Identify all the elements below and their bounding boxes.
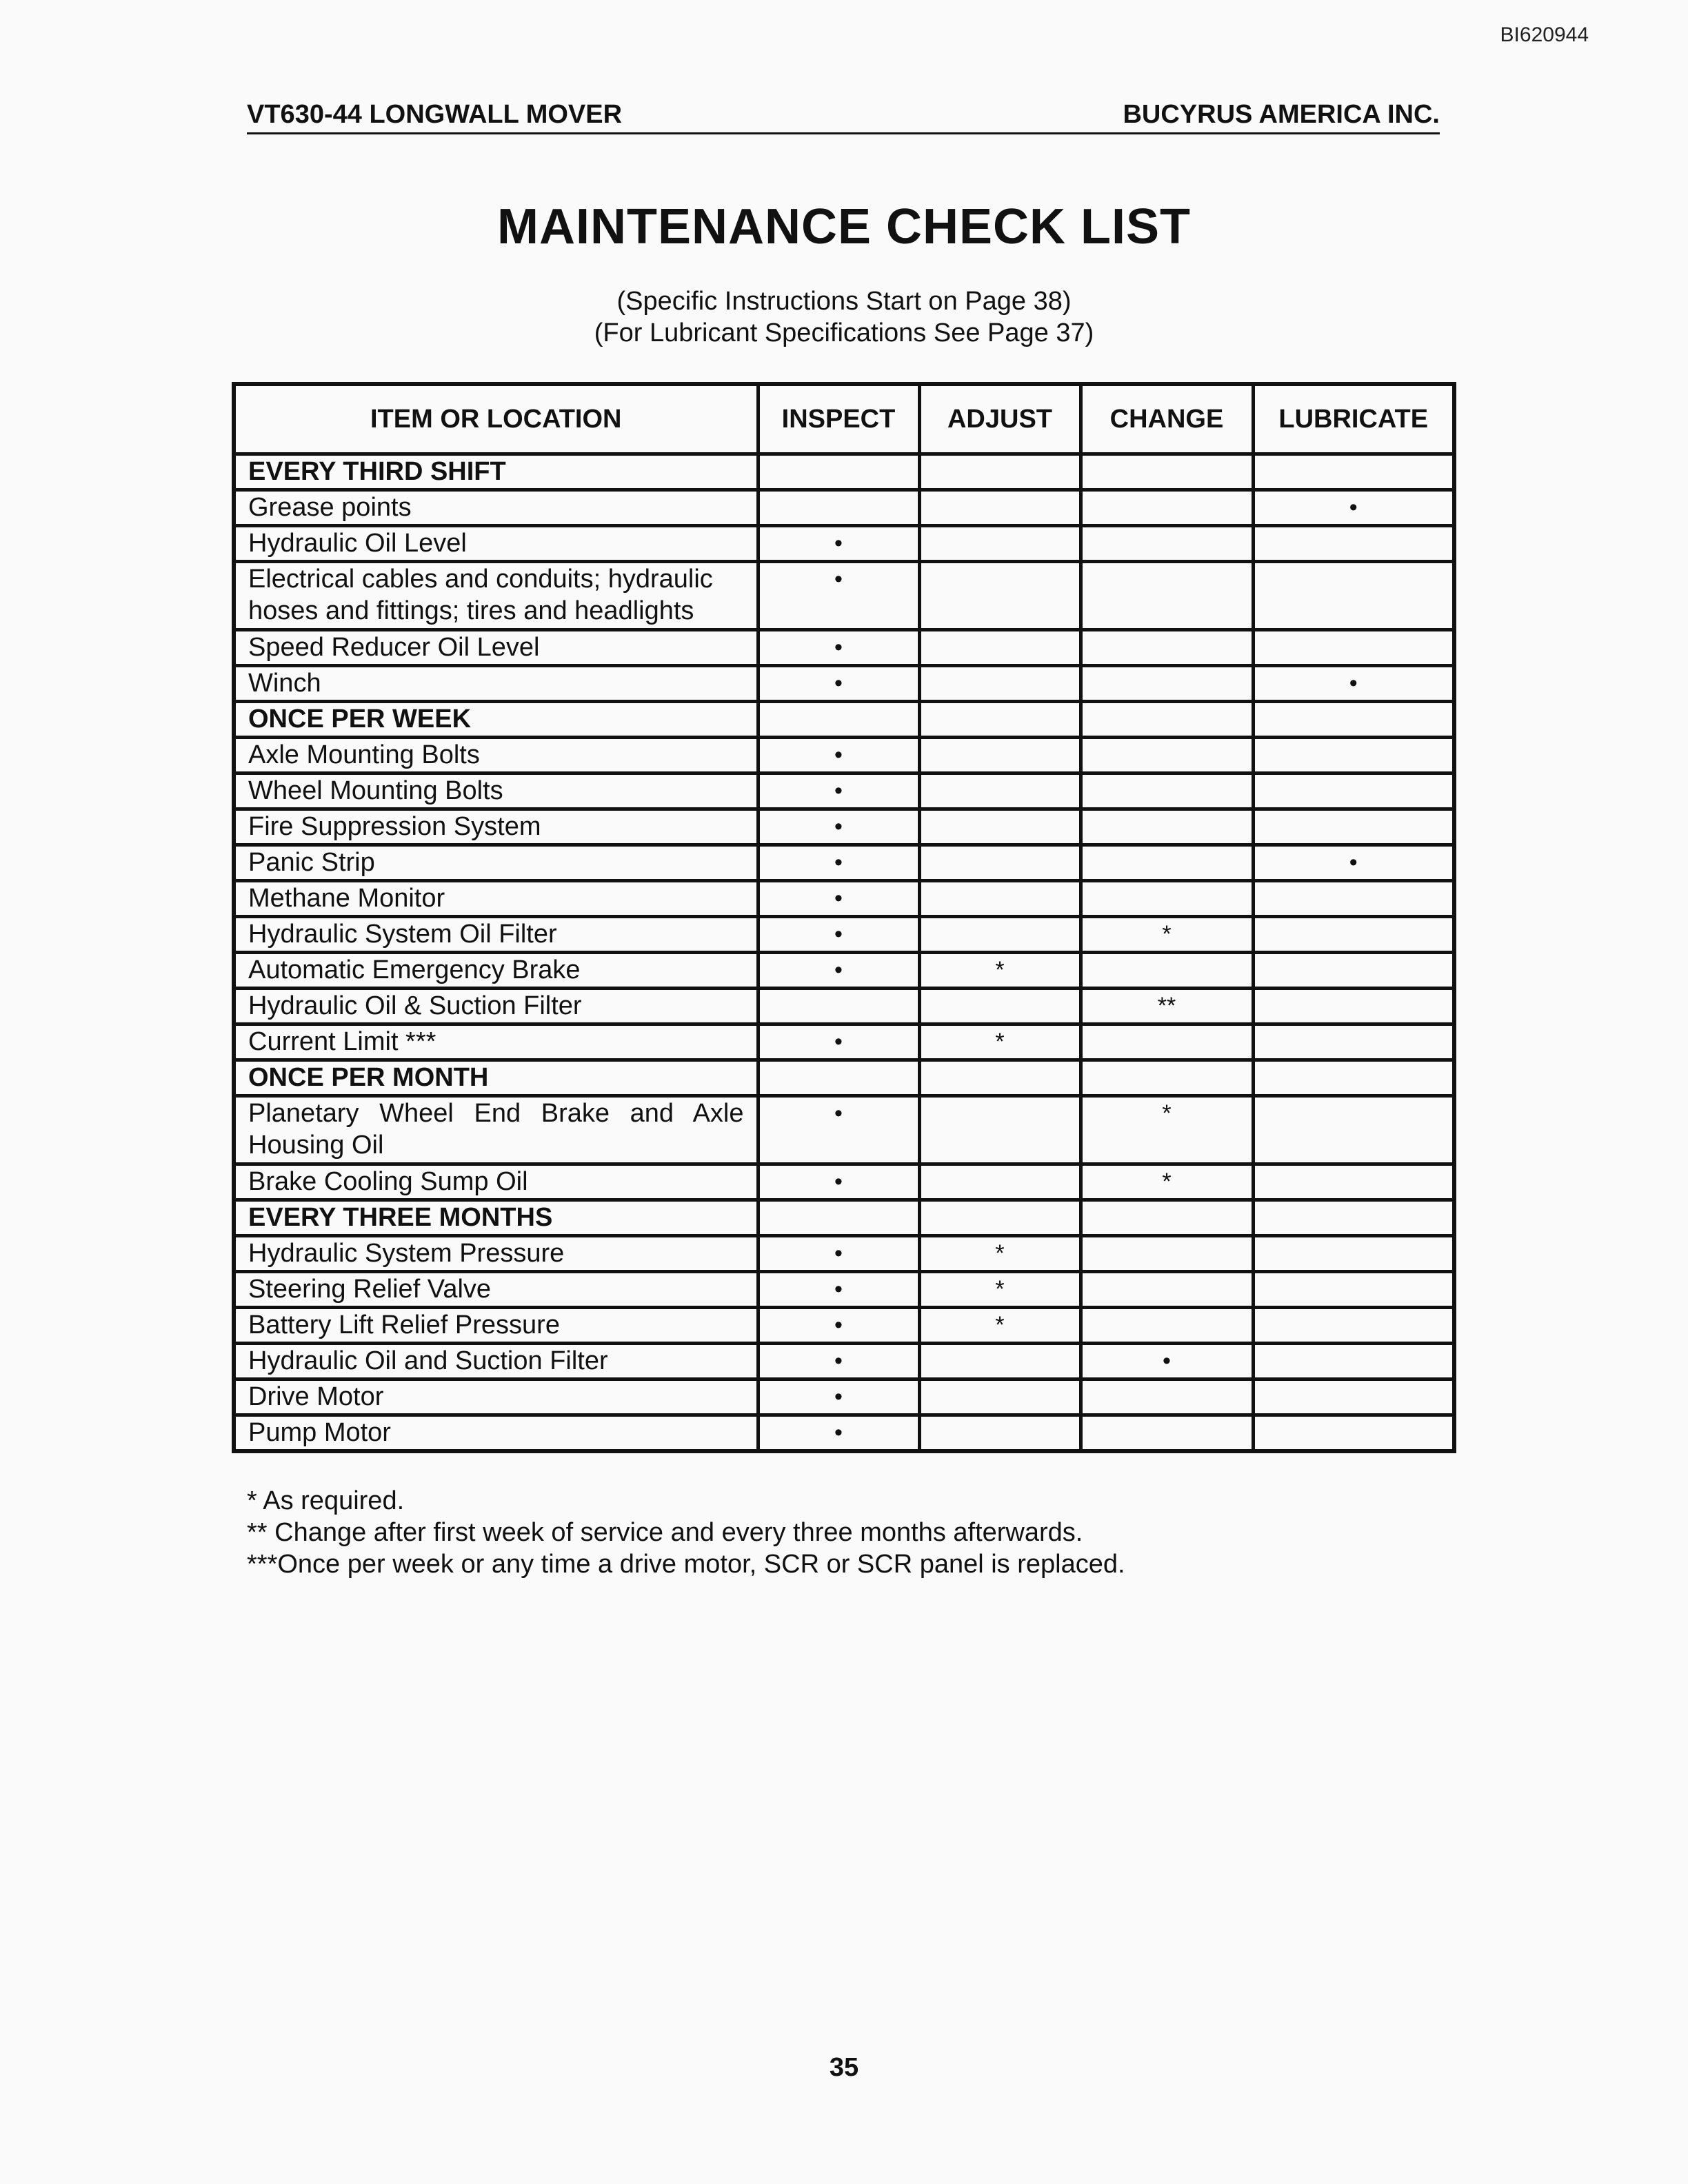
adjust-mark xyxy=(919,630,1081,666)
lubricate-mark xyxy=(1253,1060,1454,1096)
change-mark xyxy=(1081,526,1253,562)
lubricate-mark xyxy=(1253,738,1454,774)
document-id: BI620944 xyxy=(1500,23,1589,46)
lubricate-mark xyxy=(1253,1164,1454,1200)
item-label: Battery Lift Relief Pressure xyxy=(234,1308,758,1344)
adjust-mark xyxy=(919,1200,1081,1236)
item-label: Brake Cooling Sump Oil xyxy=(234,1164,758,1200)
lubricate-mark xyxy=(1253,1415,1454,1452)
item-label: Electrical cables and conduits; hydraulic hoses and fittings; tires and headlights xyxy=(234,562,758,630)
lubricate-mark xyxy=(1253,989,1454,1024)
adjust-mark xyxy=(919,1415,1081,1452)
adjust-mark xyxy=(919,526,1081,562)
adjust-mark xyxy=(919,490,1081,526)
adjust-mark xyxy=(919,1379,1081,1415)
adjust-mark: * xyxy=(919,1272,1081,1308)
inspect-mark: • xyxy=(758,1272,919,1308)
item-label: Winch xyxy=(234,666,758,702)
change-mark xyxy=(1081,1236,1253,1272)
adjust-mark xyxy=(919,738,1081,774)
item-label: Speed Reducer Oil Level xyxy=(234,630,758,666)
change-mark: • xyxy=(1081,1344,1253,1379)
item-label: Hydraulic Oil Level xyxy=(234,526,758,562)
adjust-mark xyxy=(919,562,1081,630)
table-row xyxy=(234,1096,1454,1164)
running-header xyxy=(247,98,1440,134)
item-label: Fire Suppression System xyxy=(234,809,758,845)
lubricate-mark: • xyxy=(1253,845,1454,881)
item-label: Wheel Mounting Bolts xyxy=(234,774,758,809)
change-mark xyxy=(1081,1060,1253,1096)
table-row xyxy=(234,1415,1454,1452)
item-label: Current Limit *** xyxy=(234,1024,758,1060)
inspect-mark: • xyxy=(758,881,919,917)
lubricate-mark xyxy=(1253,809,1454,845)
table-row xyxy=(234,989,1454,1024)
item-label: Planetary Wheel End Brake and Axle Housing Oil xyxy=(234,1096,758,1164)
lubricate-mark xyxy=(1253,1200,1454,1236)
adjust-mark xyxy=(919,809,1081,845)
item-label: Steering Relief Valve xyxy=(234,1272,758,1308)
inspect-mark: • xyxy=(758,1164,919,1200)
table-row xyxy=(234,917,1454,953)
lubricate-mark xyxy=(1253,1236,1454,1272)
column-header-inspect: INSPECT xyxy=(758,384,919,454)
change-mark: * xyxy=(1081,1164,1253,1200)
change-mark: * xyxy=(1081,1096,1253,1164)
header-company: BUCYRUS AMERICA INC. xyxy=(1123,100,1440,129)
adjust-mark xyxy=(919,881,1081,917)
item-label: Hydraulic System Pressure xyxy=(234,1236,758,1272)
change-mark xyxy=(1081,666,1253,702)
inspect-mark: • xyxy=(758,953,919,989)
lubricate-mark xyxy=(1253,454,1454,490)
lubricate-mark xyxy=(1253,1344,1454,1379)
table-row xyxy=(234,738,1454,774)
lubricate-mark xyxy=(1253,1096,1454,1164)
adjust-mark xyxy=(919,1060,1081,1096)
change-mark xyxy=(1081,845,1253,881)
table-header-row xyxy=(234,384,1454,454)
item-label: Hydraulic Oil and Suction Filter xyxy=(234,1344,758,1379)
table-body xyxy=(234,454,1454,1452)
item-label: Panic Strip xyxy=(234,845,758,881)
inspect-mark: • xyxy=(758,738,919,774)
change-mark xyxy=(1081,738,1253,774)
table-row xyxy=(234,1236,1454,1272)
footnote-change-schedule: ** Change after first week of service and every three months afterwards. xyxy=(247,1518,1083,1547)
adjust-mark: * xyxy=(919,953,1081,989)
adjust-mark xyxy=(919,845,1081,881)
table-row xyxy=(234,881,1454,917)
lubricate-mark xyxy=(1253,1379,1454,1415)
inspect-mark: • xyxy=(758,1096,919,1164)
page-title: MAINTENANCE CHECK LIST xyxy=(497,199,1191,254)
column-header-change: CHANGE xyxy=(1081,384,1253,454)
inspect-mark: • xyxy=(758,1379,919,1415)
change-mark xyxy=(1081,1024,1253,1060)
lubricate-mark xyxy=(1253,526,1454,562)
lubricate-mark xyxy=(1253,917,1454,953)
change-mark xyxy=(1081,774,1253,809)
change-mark xyxy=(1081,953,1253,989)
change-mark xyxy=(1081,1200,1253,1236)
change-mark xyxy=(1081,630,1253,666)
section-row xyxy=(234,1200,1454,1236)
footnote-as-required: * As required. xyxy=(247,1486,405,1515)
section-label: EVERY THIRD SHIFT xyxy=(234,454,758,490)
item-label: Automatic Emergency Brake xyxy=(234,953,758,989)
inspect-mark: • xyxy=(758,1344,919,1379)
table-row xyxy=(234,809,1454,845)
lubricate-mark xyxy=(1253,702,1454,738)
table-row xyxy=(234,1024,1454,1060)
table-row xyxy=(234,953,1454,989)
section-label: ONCE PER WEEK xyxy=(234,702,758,738)
change-mark xyxy=(1081,809,1253,845)
section-row xyxy=(234,1060,1454,1096)
table-row xyxy=(234,1344,1454,1379)
adjust-mark xyxy=(919,917,1081,953)
inspect-mark: • xyxy=(758,526,919,562)
inspect-mark xyxy=(758,702,919,738)
table-row xyxy=(234,1272,1454,1308)
change-mark: * xyxy=(1081,917,1253,953)
item-label: Grease points xyxy=(234,490,758,526)
inspect-mark xyxy=(758,1200,919,1236)
lubricate-mark xyxy=(1253,1272,1454,1308)
change-mark xyxy=(1081,1379,1253,1415)
table-row xyxy=(234,1164,1454,1200)
change-mark xyxy=(1081,702,1253,738)
adjust-mark xyxy=(919,666,1081,702)
inspect-mark xyxy=(758,454,919,490)
change-mark xyxy=(1081,490,1253,526)
footnotes xyxy=(247,1485,1125,1580)
inspect-mark: • xyxy=(758,917,919,953)
inspect-mark: • xyxy=(758,1024,919,1060)
adjust-mark xyxy=(919,454,1081,490)
adjust-mark xyxy=(919,989,1081,1024)
inspect-mark xyxy=(758,490,919,526)
change-mark xyxy=(1081,1415,1253,1452)
adjust-mark xyxy=(919,1344,1081,1379)
lubricate-mark xyxy=(1253,881,1454,917)
item-label: Hydraulic Oil & Suction Filter xyxy=(234,989,758,1024)
table-row xyxy=(234,490,1454,526)
item-label: Pump Motor xyxy=(234,1415,758,1452)
lubricate-mark xyxy=(1253,953,1454,989)
item-label: Axle Mounting Bolts xyxy=(234,738,758,774)
adjust-mark xyxy=(919,774,1081,809)
lubricate-mark xyxy=(1253,1308,1454,1344)
lubricate-mark: • xyxy=(1253,490,1454,526)
change-mark xyxy=(1081,1272,1253,1308)
item-label: Hydraulic System Oil Filter xyxy=(234,917,758,953)
item-label: Methane Monitor xyxy=(234,881,758,917)
subtitle-instructions: (Specific Instructions Start on Page 38) xyxy=(616,287,1072,316)
lubricate-mark xyxy=(1253,562,1454,630)
inspect-mark: • xyxy=(758,774,919,809)
table-row xyxy=(234,845,1454,881)
change-mark xyxy=(1081,562,1253,630)
lubricate-mark xyxy=(1253,774,1454,809)
column-header-item: ITEM OR LOCATION xyxy=(234,384,758,454)
change-mark xyxy=(1081,1308,1253,1344)
item-label: Drive Motor xyxy=(234,1379,758,1415)
table-row xyxy=(234,774,1454,809)
subtitle-lubricant: (For Lubricant Specifications See Page 37) xyxy=(594,318,1094,347)
column-header-adjust: ADJUST xyxy=(919,384,1081,454)
header-product: VT630-44 LONGWALL MOVER xyxy=(247,100,623,129)
section-label: EVERY THREE MONTHS xyxy=(234,1200,758,1236)
adjust-mark: * xyxy=(919,1308,1081,1344)
inspect-mark: • xyxy=(758,809,919,845)
lubricate-mark xyxy=(1253,1024,1454,1060)
table-row xyxy=(234,526,1454,562)
table-row xyxy=(234,1308,1454,1344)
inspect-mark: • xyxy=(758,562,919,630)
inspect-mark: • xyxy=(758,630,919,666)
adjust-mark: * xyxy=(919,1024,1081,1060)
page-number: 35 xyxy=(829,2053,859,2082)
adjust-mark xyxy=(919,1096,1081,1164)
maintenance-table xyxy=(232,382,1456,1453)
adjust-mark xyxy=(919,1164,1081,1200)
inspect-mark xyxy=(758,989,919,1024)
inspect-mark: • xyxy=(758,1415,919,1452)
adjust-mark xyxy=(919,702,1081,738)
inspect-mark: • xyxy=(758,1308,919,1344)
adjust-mark: * xyxy=(919,1236,1081,1272)
column-header-lubricate: LUBRICATE xyxy=(1253,384,1454,454)
footnote-current-limit: ***Once per week or any time a drive motor, SCR or SCR panel is replaced. xyxy=(247,1550,1125,1579)
change-mark: ** xyxy=(1081,989,1253,1024)
inspect-mark: • xyxy=(758,845,919,881)
table-row xyxy=(234,630,1454,666)
section-row xyxy=(234,454,1454,490)
table-row xyxy=(234,666,1454,702)
inspect-mark: • xyxy=(758,1236,919,1272)
change-mark xyxy=(1081,454,1253,490)
table-row xyxy=(234,562,1454,630)
section-label: ONCE PER MONTH xyxy=(234,1060,758,1096)
lubricate-mark: • xyxy=(1253,666,1454,702)
change-mark xyxy=(1081,881,1253,917)
lubricate-mark xyxy=(1253,630,1454,666)
inspect-mark xyxy=(758,1060,919,1096)
inspect-mark: • xyxy=(758,666,919,702)
table-row xyxy=(234,1379,1454,1415)
section-row xyxy=(234,702,1454,738)
